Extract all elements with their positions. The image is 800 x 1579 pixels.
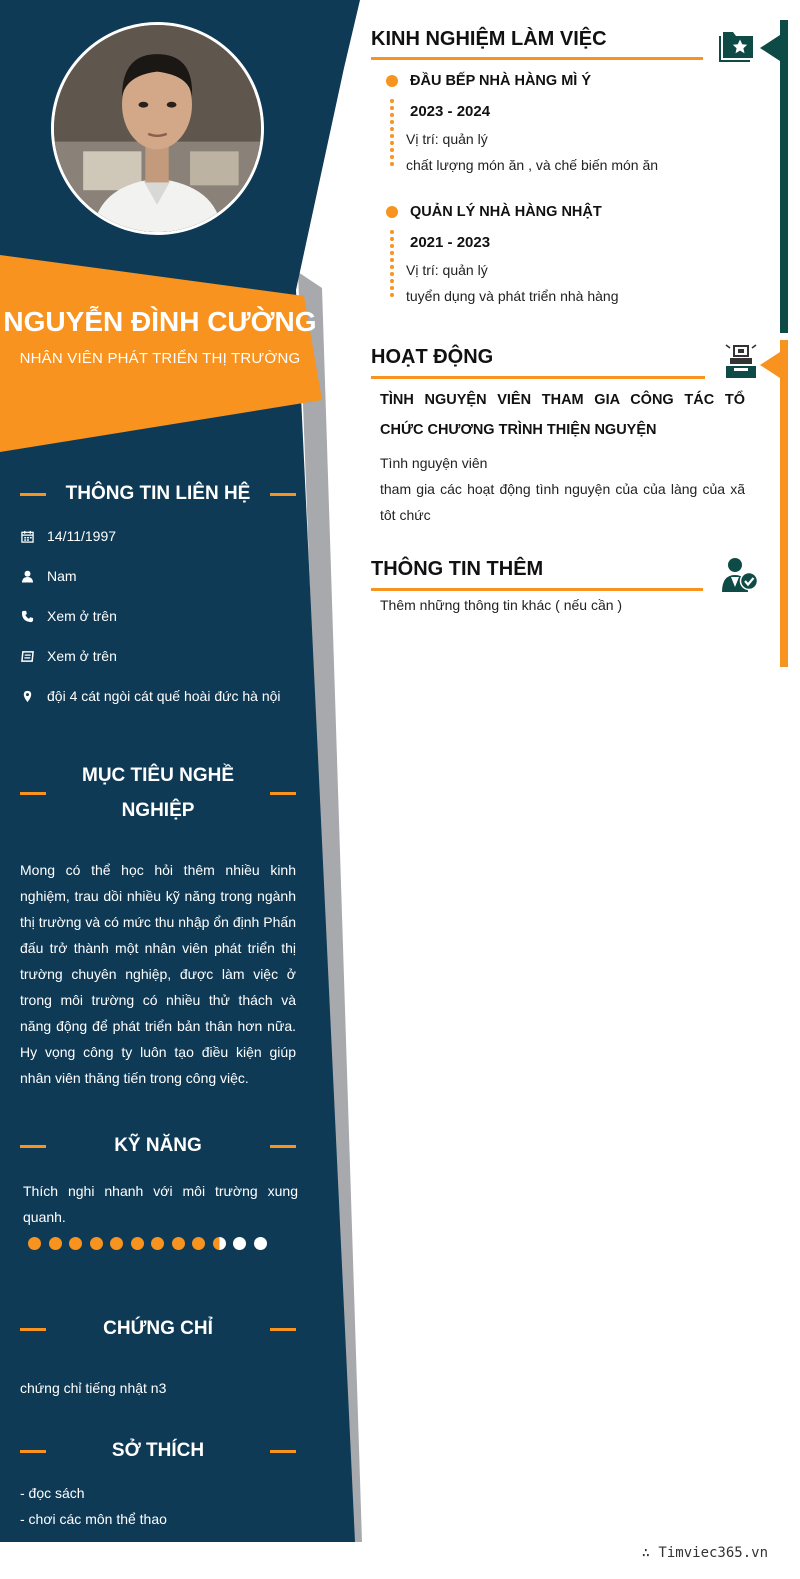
hobbies-heading: [20, 1433, 296, 1468]
heading-bar-right: [270, 1145, 296, 1148]
phone-icon: [20, 609, 34, 623]
hobby-item: - đọc sách: [20, 1485, 85, 1501]
contact-gender-text: Nam: [47, 568, 77, 584]
user-icon: [20, 569, 34, 583]
heading-bar-left: [20, 1145, 46, 1148]
timeline-dots: [390, 99, 394, 169]
objective-heading: [20, 758, 296, 828]
skill-rating-dot: [49, 1237, 62, 1250]
contact-email-text: Xem ở trên: [47, 648, 117, 664]
email-icon: [20, 649, 34, 663]
experience-heading: KINH NGHIỆM LÀM VIỆC: [371, 28, 607, 50]
heading-bar-left: [20, 1450, 46, 1453]
job-title: QUẢN LÝ NHÀ HÀNG NHẬT: [410, 204, 602, 220]
candidate-name: NGUYỄN ĐÌNH CƯỜNG: [3, 306, 317, 337]
objective-heading-line1: MỤC TIÊU NGHỀ: [82, 765, 234, 786]
user-check-icon: [721, 557, 759, 593]
certificates-heading-text: CHỨNG CHỈ: [103, 1318, 213, 1339]
timeline-dots: [390, 230, 394, 300]
experience-rule: [371, 57, 703, 60]
skills-heading-text: KỸ NĂNG: [114, 1135, 202, 1156]
timeline-bullet: [386, 75, 398, 87]
job-description: chất lượng món ăn , và chế biến món ăn: [406, 157, 659, 173]
heading-bar-right: [270, 1328, 296, 1331]
activity-title: TÌNH NGUYỆN VIÊN THAM GIA CÔNG TÁC TỔ CHỨC CHƯƠNG TRÌNH THIỆN NGUYỆN: [380, 392, 745, 438]
profile-photo: [51, 22, 264, 235]
contact-heading: [20, 476, 296, 511]
activity-description: tham gia các hoạt động tình nguyện của của làng của xã tôt chức: [380, 481, 745, 523]
heading-bar-left: [20, 1328, 46, 1331]
skill-rating-dot: [90, 1237, 103, 1250]
skill-rating-dot: [28, 1237, 41, 1250]
skill-rating-dot: [131, 1237, 144, 1250]
contact-phone-text: Xem ở trên: [47, 608, 117, 624]
heading-bar-right: [270, 792, 296, 795]
skill-rating-dot: [233, 1237, 246, 1250]
objective-heading-line2: NGHIỆP: [121, 800, 195, 821]
location-pin-icon: [20, 689, 34, 703]
skills-heading: [20, 1128, 296, 1163]
hobbies-heading-text: SỞ THÍCH: [111, 1440, 205, 1461]
additional-text: Thêm những thông tin khác ( nếu cần ): [380, 597, 623, 613]
skill-rating-dot: [69, 1237, 82, 1250]
footer-brand: ∴ Timviec365.vn: [641, 1545, 768, 1561]
contact-email: [20, 645, 310, 667]
contact-address-text: đội 4 cát ngòi cát quế hoài đức hà nội: [47, 688, 281, 704]
heading-bar-right: [270, 493, 296, 496]
heading-bar-right: [270, 1450, 296, 1453]
job-role: Vị trí: quản lý: [406, 131, 488, 147]
job-title: ĐẦU BẾP NHÀ HÀNG MÌ Ý: [410, 73, 591, 89]
skill-rating-dot: [151, 1237, 164, 1250]
certificate-text: chứng chỉ tiếng nhật n3: [20, 1380, 167, 1396]
contact-address: [20, 685, 310, 707]
skill-rating-dot: [110, 1237, 123, 1250]
skill-rating-dot: [254, 1237, 267, 1250]
skill-rating-dot: [192, 1237, 205, 1250]
job-years: 2021 - 2023: [410, 234, 491, 251]
skill-name: Thích nghi nhanh với môi trường xung quanh.: [23, 1183, 298, 1225]
podium-icon: [722, 342, 760, 380]
job-role: Vị trí: quản lý: [406, 262, 488, 278]
additional-rule: [371, 588, 703, 591]
additional-heading: THÔNG TIN THÊM: [371, 558, 544, 580]
contact-birthdate-text: 14/11/1997: [47, 528, 117, 544]
folder-star-icon: [719, 28, 757, 62]
contact-heading-text: THÔNG TIN LIÊN HỆ: [65, 483, 251, 504]
activity-role: Tình nguyện viên: [380, 455, 488, 471]
candidate-position: NHÂN VIÊN PHÁT TRIỂN THỊ TRƯỜNG: [19, 350, 301, 367]
job-years: 2023 - 2024: [410, 103, 491, 120]
skill-rating-dot: [172, 1237, 185, 1250]
skill-rating: [28, 1237, 274, 1250]
contact-birthdate: [20, 525, 310, 547]
calendar-icon: [20, 529, 34, 543]
hobby-item: - chơi các môn thể thao: [20, 1511, 167, 1527]
activities-rule: [371, 376, 705, 379]
objective-text: Mong có thể học hỏi thêm nhiều kinh nghiệm, trau dồi nhiều kỹ năng trong ngành thị trường và có mức thu nhập ổn định Phấn đấu trở thành một nhân viên phát triển thị trường chuyên nghiệp, được làm việc ở trong môi trường có nhiều thử thách và năng động để phát triển bản thân hơn nữa. Hy vọng công ty luôn tạo điều kiện giúp nhân viên thăng tiến trong công việc.: [20, 862, 296, 1086]
skill-rating-dot: [213, 1237, 226, 1250]
timeline-bullet: [386, 206, 398, 218]
contact-phone: [20, 605, 310, 627]
heading-bar-left: [20, 493, 46, 496]
contact-gender: [20, 565, 310, 587]
heading-bar-left: [20, 792, 46, 795]
certificates-heading: [20, 1311, 296, 1346]
activities-heading: HOẠT ĐỘNG: [371, 346, 494, 368]
job-description: tuyển dụng và phát triển nhà hàng: [406, 288, 619, 304]
